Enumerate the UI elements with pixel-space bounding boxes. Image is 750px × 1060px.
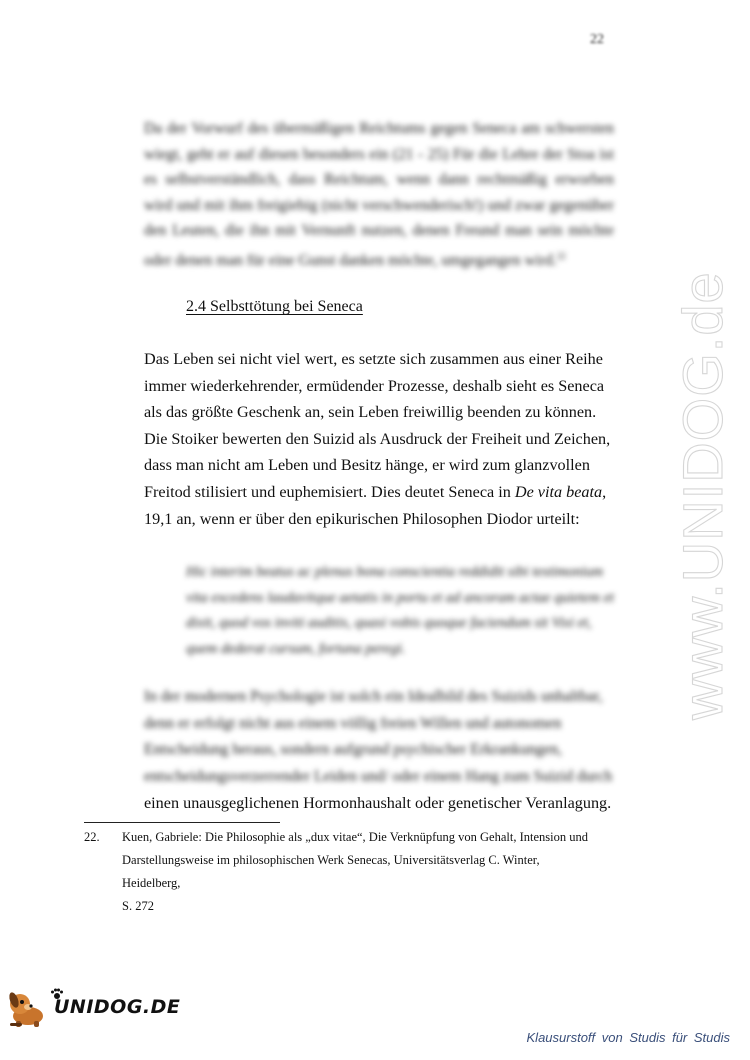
dog-icon (6, 988, 56, 1028)
unidog-logo[interactable] (6, 986, 181, 1028)
watermark-text: www.UNIDOG.de (671, 271, 734, 720)
latin-quote: Hic interim beatus ac plenus bona conscientia reddidit sibi testimonium vita excedens laudavitque aetatis in portu et ad ancoram actae quietem et dixit, quod vos inviti auditis, quasi vobis quoque faciendum sit Vixi et, quem dederat cursum, fortuna peregi. (186, 564, 615, 657)
paragraph-selbsttoetung-text: Das Leben sei nicht viel wert, es setzte sich zusammen aus einer Reihe immer wiederkehrender, ermüdender Prozesse, deshalb sieht es Seneca als das größte Geschenk an, sein Leben freiwillig beenden zu können. Die Stoiker bewerten den Suizid als Ausdruck der Freiheit und Zeichen, dass man nicht am Leben und Besitz hänge, er wird zum glanzvollen Freitod stilisiert und euphemisiert. Dies deutet Seneca in (144, 350, 611, 501)
paragraph-reichtum (144, 116, 614, 273)
footnote-divider (84, 822, 280, 823)
footnote-line: Darstellungsweise im philosophischen Werk Senecas, Universitätsverlag C. Winter, (122, 853, 540, 867)
paragraph-selbsttoetung-text-end: , 19,1 an, wenn er über den epikurischen Philosophen Diodor urteilt: (144, 482, 607, 528)
paragraph-psychologie-blurred: In der modernen Psychologie ist solch ein Idealbild des Suizids unhaltbar, denn er erfolgt nicht aus einem völlig freien Willen und autonomen Entscheidung heraus, sondern aufgrund psychischer Erkrankungen, entscheidungsverzerrender Leiden und/ oder einem Hang zum Suizid durch (144, 688, 613, 785)
footnote (84, 826, 624, 918)
tagline: Klausurstoff von Studis für Studis (526, 1030, 730, 1045)
footnote-reference: 22 (556, 250, 566, 261)
footnote-line: Heidelberg, (122, 876, 181, 890)
footnote-line: Kuen, Gabriele: Die Philosophie als „dux vitae“, Die Verknüpfung von Gehalt, Intension und (122, 830, 588, 844)
paragraph-reichtum-text: Da der Vorwurf des übermäßigen Reichtums gegen Seneca am schwersten wiegt, geht er auf diesen besonders ein (21 - 25) Für die Lehre der Stoa ist es selbstverständlich, dass Reichtum, wenn dann rechtmäßig erworben wird und mit ihm freigiebig (nicht verschwenderisch!) und zwar gegenüber den Leuten, die ihn mit Vernunft nutzen, denen Freund man sein möchte oder denen man für eine Gunst danken möchte, umgegangen wird. (144, 120, 614, 269)
section-heading: 2.4 Selbsttötung bei Seneca (186, 298, 363, 315)
logo-text: UNIDOG.DE (54, 996, 181, 1018)
work-title: De vita beata (514, 482, 603, 501)
footnote-number: 22. (84, 830, 100, 844)
footnote-line: S. 272 (122, 899, 154, 913)
paragraph-selbsttoetung (144, 346, 614, 532)
page-number: 22 (590, 32, 604, 47)
paragraph-psychologie-visible: einen unausgeglichenen Hormonhaushalt oder genetischer Veranlagung. (144, 794, 612, 812)
watermark (660, 250, 740, 750)
